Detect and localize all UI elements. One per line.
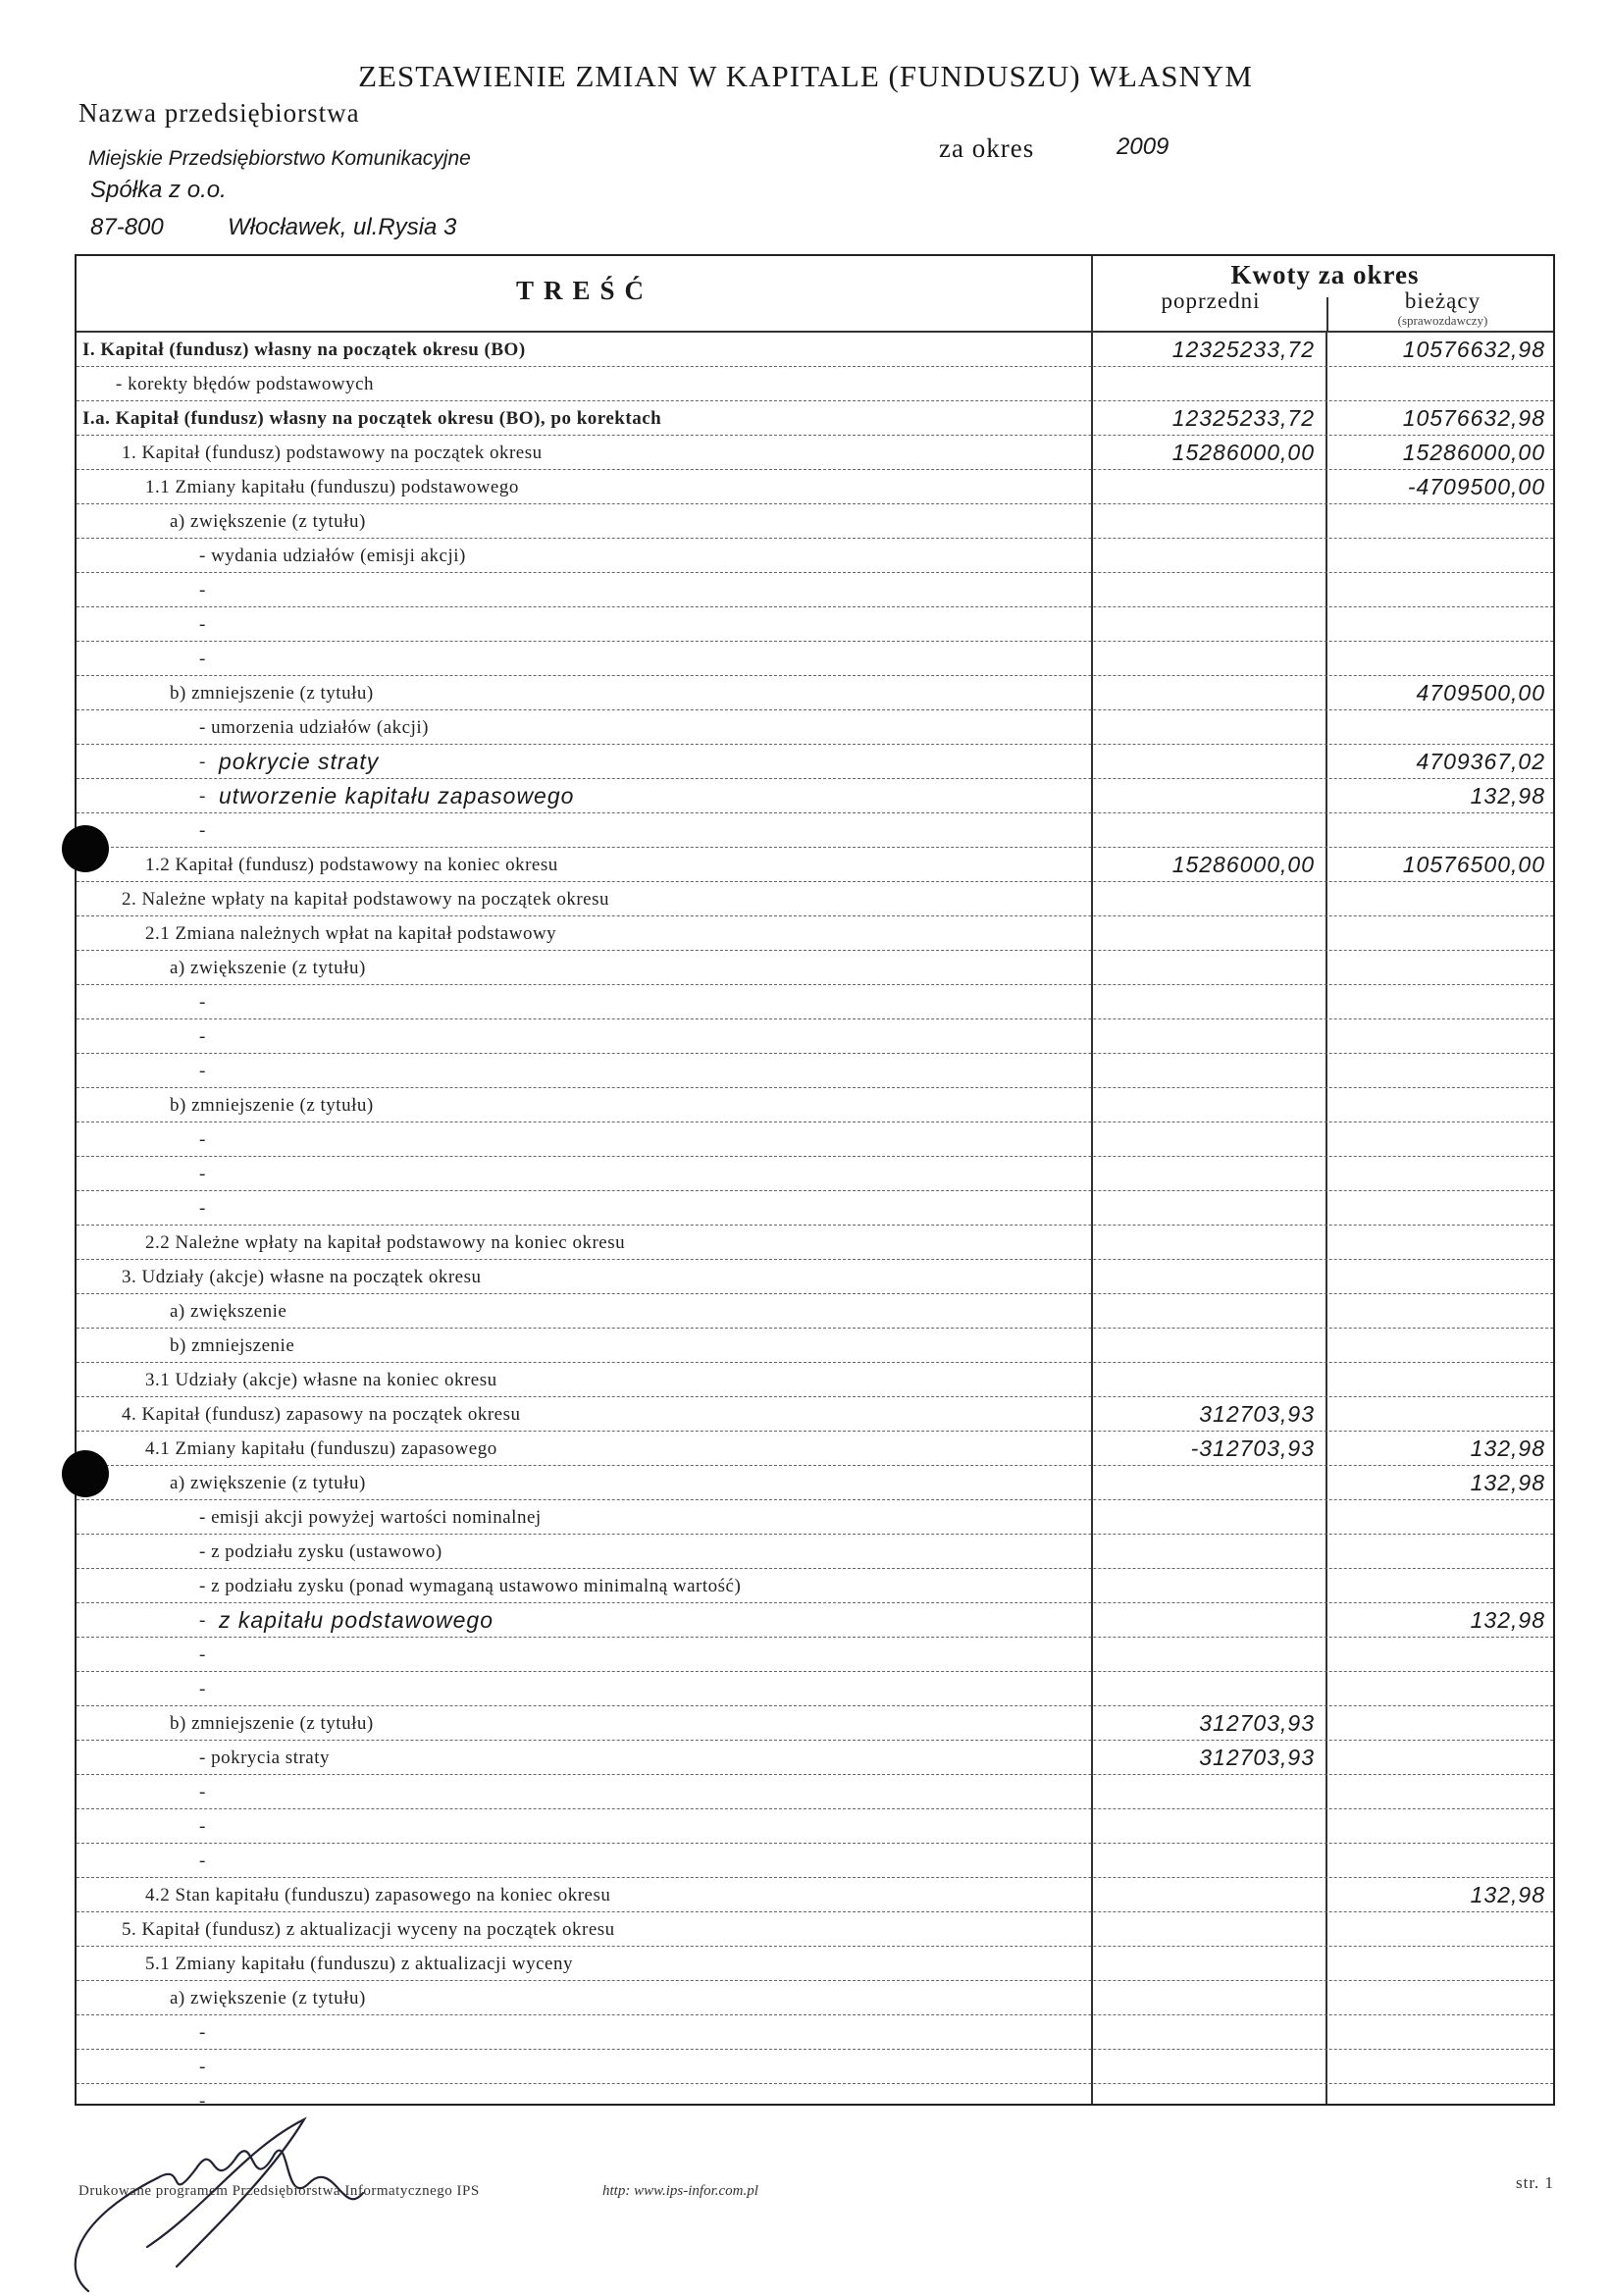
previous-period-value: 312703,93	[1199, 1745, 1315, 1770]
table-row	[77, 1912, 1553, 1947]
row-label: -	[199, 752, 206, 772]
row-label: -	[199, 1679, 206, 1699]
row-label: b) zmniejszenie (z tytułu)	[170, 1713, 374, 1734]
row-label: -	[199, 1061, 206, 1081]
table-row	[77, 642, 1553, 676]
row-label: -	[199, 992, 206, 1013]
table-row	[77, 2050, 1553, 2084]
row-label: -	[199, 580, 206, 600]
footer-url: http: www.ips-infor.com.pl	[602, 2183, 758, 2199]
table-row	[77, 470, 1553, 504]
row-label: - z podziału zysku (ustawowo)	[199, 1541, 442, 1562]
table-row	[77, 573, 1553, 607]
current-period-value: 10576632,98	[1402, 405, 1545, 431]
city-address: Włocławek, ul.Rysia 3	[228, 214, 457, 240]
table-row	[77, 676, 1553, 710]
company-form: Spółka z o.o.	[90, 177, 227, 203]
table-row	[77, 1157, 1553, 1191]
row-label: -	[199, 2057, 206, 2077]
row-label: -	[199, 1164, 206, 1184]
row-label: -	[199, 1610, 206, 1631]
row-label: -	[199, 2091, 206, 2112]
table-row	[77, 1226, 1553, 1260]
current-period-value: 132,98	[1470, 1470, 1545, 1495]
equity-changes-table	[75, 254, 1555, 2112]
table-row	[77, 1500, 1553, 1535]
period-label: za okres	[939, 133, 1035, 163]
row-handwritten-entry: z kapitału podstawowego	[219, 1607, 494, 1633]
current-period-value: 132,98	[1470, 1882, 1545, 1907]
row-label: a) zwiększenie	[170, 1301, 287, 1322]
row-label: -	[199, 614, 206, 635]
table-row	[77, 333, 1553, 367]
row-label: b) zmniejszenie	[170, 1335, 295, 1356]
current-period-value: 132,98	[1470, 1607, 1545, 1633]
header-previous: poprzedni	[1161, 288, 1261, 313]
row-label: a) zwiększenie (z tytułu)	[170, 1473, 366, 1493]
table-row	[77, 367, 1553, 401]
previous-period-value: 12325233,72	[1171, 405, 1315, 431]
table-row	[77, 1019, 1553, 1054]
table-row	[77, 916, 1553, 951]
row-label: b) zmniejszenie (z tytułu)	[170, 1095, 374, 1116]
table-row	[77, 1535, 1553, 1569]
current-period-value: -4709500,00	[1407, 474, 1545, 499]
row-label: I.a. Kapitał (fundusz) własny na początek okresu (BO), po korektach	[82, 408, 662, 429]
table-body	[77, 333, 1553, 2118]
table-row	[77, 1191, 1553, 1226]
table-row	[77, 1741, 1553, 1775]
row-label: -	[199, 649, 206, 669]
table-row	[77, 1122, 1553, 1157]
previous-period-value: 15286000,00	[1171, 852, 1315, 877]
table-row	[77, 745, 1553, 779]
row-label: -	[199, 1851, 206, 1871]
row-label: -	[199, 1129, 206, 1150]
row-label: 3. Udziały (akcje) własne na początek okresu	[122, 1267, 482, 1287]
row-label: a) zwiększenie (z tytułu)	[170, 511, 366, 532]
footer-printed-by: Drukowane programem Przedsiębiorstwa Informatycznego IPS	[78, 2183, 480, 2199]
period-value: 2009	[1117, 133, 1169, 160]
row-handwritten-entry: utworzenie kapitału zapasowego	[219, 783, 575, 809]
table-row	[77, 1603, 1553, 1638]
current-period-value: 4709367,02	[1416, 749, 1545, 774]
document-title: ZESTAWIENIE ZMIAN W KAPITALE (FUNDUSZU) WŁASNYM	[358, 59, 1253, 93]
header-current: bieżący	[1404, 288, 1481, 313]
table-row	[77, 607, 1553, 642]
current-period-value: 15286000,00	[1402, 440, 1545, 465]
row-label: 5. Kapitał (fundusz) z aktualizacji wyceny na początek okresu	[122, 1919, 615, 1940]
row-label: 1.2 Kapitał (fundusz) podstawowy na koniec okresu	[145, 855, 558, 875]
row-label: - umorzenia udziałów (akcji)	[199, 717, 429, 738]
previous-period-value: 312703,93	[1199, 1401, 1315, 1427]
row-label: -	[199, 820, 206, 841]
table-row	[77, 539, 1553, 573]
table-row	[77, 779, 1553, 813]
current-period-value: 4709500,00	[1416, 680, 1545, 705]
row-label: 5.1 Zmiany kapitału (funduszu) z aktualizacji wyceny	[145, 1954, 573, 1974]
table-row	[77, 1569, 1553, 1603]
row-label: -	[199, 1198, 206, 1219]
table-row	[77, 504, 1553, 539]
company-name: Miejskie Przedsiębiorstwo Komunikacyjne	[88, 147, 471, 170]
previous-period-value: 12325233,72	[1171, 337, 1315, 362]
row-label: - korekty błędów podstawowych	[116, 374, 375, 394]
table-row	[77, 813, 1553, 848]
header-content: TREŚĆ	[515, 276, 654, 305]
previous-period-value: -312703,93	[1190, 1435, 1315, 1461]
row-label: -	[199, 1644, 206, 1665]
row-label: - emisji akcji powyżej wartości nominalnej	[199, 1507, 542, 1528]
header-amounts: Kwoty za okres	[1230, 260, 1420, 289]
row-label: 2.2 Należne wpłaty na kapitał podstawowy na koniec okresu	[145, 1232, 626, 1253]
table-row	[77, 1809, 1553, 1844]
table-row	[77, 1672, 1553, 1706]
row-handwritten-entry: pokrycie straty	[219, 749, 380, 774]
row-label: 4.2 Stan kapitału (funduszu) zapasowego na koniec okresu	[145, 1885, 611, 1905]
row-label: 2.1 Zmiana należnych wpłat na kapitał podstawowy	[145, 923, 557, 944]
table-row	[77, 1432, 1553, 1466]
table-header	[77, 256, 1553, 333]
page-number: str. 1	[1516, 2173, 1555, 2192]
table-row	[77, 1088, 1553, 1122]
table-row	[77, 1706, 1553, 1741]
punch-hole	[62, 825, 109, 872]
table-row	[77, 1329, 1553, 1363]
table-row	[77, 1775, 1553, 1809]
table-row	[77, 1844, 1553, 1878]
row-label: 3.1 Udziały (akcje) własne na koniec okresu	[145, 1370, 497, 1390]
current-period-value: 10576632,98	[1402, 337, 1545, 362]
table-row	[77, 1466, 1553, 1500]
current-period-value: 132,98	[1470, 783, 1545, 809]
current-period-value: 10576500,00	[1402, 852, 1545, 877]
row-label: - pokrycia straty	[199, 1748, 331, 1768]
row-label: -	[199, 786, 206, 807]
row-label: a) zwiększenie (z tytułu)	[170, 1988, 366, 2009]
table-row	[77, 2015, 1553, 2050]
punch-hole	[62, 1450, 109, 1497]
table-row	[77, 1260, 1553, 1294]
table-row	[77, 1981, 1553, 2015]
current-period-value: 132,98	[1470, 1435, 1545, 1461]
table-row	[77, 882, 1553, 916]
row-label: -	[199, 1026, 206, 1047]
table-row	[77, 401, 1553, 436]
table-row	[77, 1054, 1553, 1088]
header-current-note: (sprawozdawczy)	[1397, 313, 1488, 328]
table-row	[77, 1363, 1553, 1397]
row-label: - z podziału zysku (ponad wymaganą ustawowo minimalną wartość)	[199, 1576, 742, 1596]
table-row	[77, 1947, 1553, 1981]
previous-period-value: 15286000,00	[1171, 440, 1315, 465]
row-label: -	[199, 2022, 206, 2043]
table-row	[77, 710, 1553, 745]
postal-code: 87-800	[90, 214, 164, 240]
table-row	[77, 1397, 1553, 1432]
table-row	[77, 985, 1553, 1019]
table-row	[77, 951, 1553, 985]
row-label: -	[199, 1816, 206, 1837]
company-label: Nazwa przedsiębiorstwa	[78, 98, 360, 128]
row-label: 1. Kapitał (fundusz) podstawowy na początek okresu	[122, 443, 543, 463]
row-label: 4.1 Zmiany kapitału (funduszu) zapasowego	[145, 1438, 497, 1459]
row-label: - wydania udziałów (emisji akcji)	[199, 546, 466, 566]
table-row	[77, 1638, 1553, 1672]
table-row	[77, 1294, 1553, 1329]
previous-period-value: 312703,93	[1199, 1710, 1315, 1736]
row-label: a) zwiększenie (z tytułu)	[170, 958, 366, 978]
row-label: 4. Kapitał (fundusz) zapasowy na początek okresu	[122, 1404, 521, 1425]
row-label: 2. Należne wpłaty na kapitał podstawowy na początek okresu	[122, 889, 609, 910]
header-divider	[1326, 297, 1328, 333]
table-row	[77, 848, 1553, 882]
table-row	[77, 1878, 1553, 1912]
table-row	[77, 436, 1553, 470]
row-label: I. Kapitał (fundusz) własny na początek okresu (BO)	[82, 339, 526, 360]
row-label: b) zmniejszenie (z tytułu)	[170, 683, 374, 704]
row-label: -	[199, 1782, 206, 1802]
row-label: 1.1 Zmiany kapitału (funduszu) podstawowego	[145, 477, 519, 497]
